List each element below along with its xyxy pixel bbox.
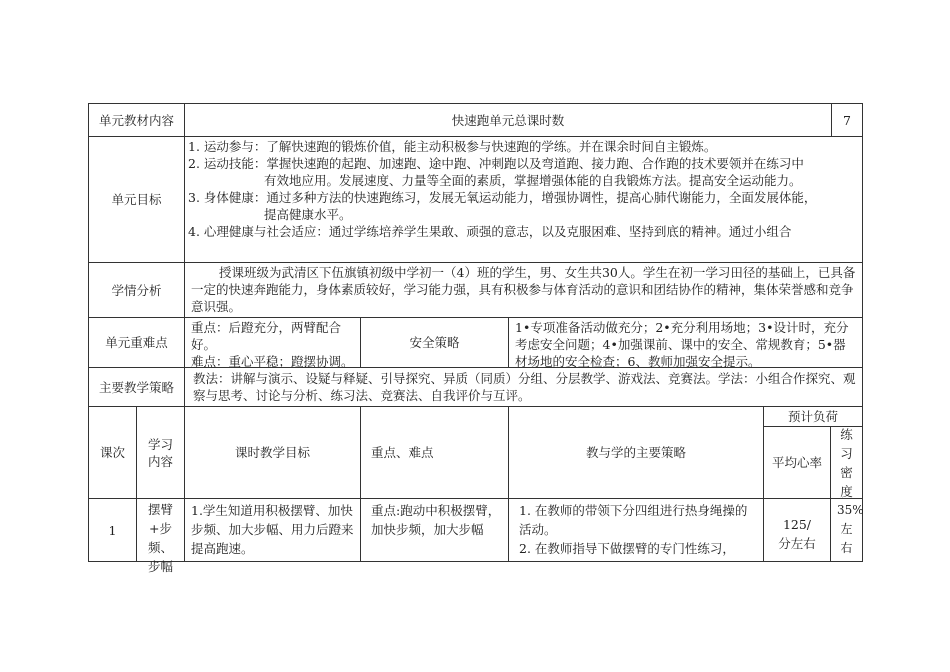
goal-line-3: 有效地应用。发展速度、力量等全面的素质，掌握增强体能的自我锻炼方法。提高安全运动能力。	[264, 173, 802, 188]
header-keypoints: 重点、难点	[360, 406, 509, 499]
difficult-point: 难点：重心平稳；蹬摆协调。	[191, 354, 354, 369]
unit-title: 快速跑单元总课时数	[184, 103, 832, 137]
key-difficulty-text	[184, 317, 361, 368]
teaching-strategy-label: 主要教学策略	[88, 367, 185, 407]
lesson-keypoints	[360, 498, 509, 562]
header-density: 练习密度	[830, 426, 863, 499]
header-heart-rate: 平均心率	[763, 426, 831, 499]
goal-line-2: 2. 运动技能：掌握快速跑的起跑、加速跑、途中跑、冲刺跑以及弯道跑、接力跑、合作跑的技术要领并在练习中	[188, 156, 804, 171]
safety-label: 安全策略	[360, 317, 509, 368]
header-load: 预计负荷	[763, 406, 863, 427]
goal-line-6: 4. 心理健康与社会适应：通过学练培养学生果敢、顽强的意志，以及克服困难、坚持到底的精神。通过小组合	[188, 224, 792, 239]
student-analysis-label: 学情分析	[88, 262, 185, 318]
lesson-heart-rate: 125/分左右	[763, 498, 831, 562]
lesson-keypoint-line1: 重点:跑动中积极摆臂，	[371, 503, 501, 518]
header-strategy: 教与学的主要策略	[508, 406, 764, 499]
lesson-strategy-step2: 2. 在教师指导下做摆臂的专门性练习，	[519, 541, 735, 556]
unit-goal-text	[184, 136, 863, 263]
safety-text: 1•专项准备活动做充分；2•充分利用场地；3•设计时，充分考虑安全问题；4•加强课前、课中的安全、常规教育；5•器材场地的安全检查；6、教师加强安全提示。	[508, 317, 863, 368]
lesson-content: 摆臂+步频、步幅	[136, 498, 185, 562]
lesson-goal: 1.学生知道用积极摆臂、加快步频、加大步幅、用力后蹬来提高跑速。	[184, 498, 361, 562]
unit-goal-label: 单元目标	[88, 136, 185, 263]
goal-line-1: 1. 运动参与：了解快速跑的锻炼价值，能主动积极参与快速跑的学练。并在课余时间自主锻炼。	[188, 139, 717, 154]
lesson-strategy-step1: 1. 在教师的带领下分四组进行热身绳操的活动。	[519, 503, 748, 537]
goal-line-4: 3. 身体健康：通过多种方法的快速跑练习，发展无氧运动能力，增强协调性，提高心肺代谢能力，全面发展体能，	[188, 190, 817, 205]
header-goal: 课时教学目标	[184, 406, 361, 499]
unit-lesson-count: 7	[831, 103, 863, 137]
lesson-keypoint-line2: 加快步频，加大步幅	[371, 522, 484, 537]
teaching-strategy-text: 教法：讲解与演示、设疑与释疑、引导探究、异质（同质）分组、分层教学、游戏法、竞赛法。学法：小组合作探究、观察与思考、讨论与分析、练习法、竞赛法、自我评价与互评。	[184, 367, 863, 407]
header-content: 学习内容	[136, 406, 185, 499]
key-difficulty-label: 单元重难点	[88, 317, 185, 368]
lesson-density: 35%左右	[830, 498, 863, 562]
header-lesson: 课次	[88, 406, 137, 499]
lesson-strategy	[508, 498, 764, 562]
student-analysis-text: 授课班级为武清区下伍旗镇初级中学初一（4）班的学生，男、女生共30人。学生在初一学习田径的基础上，已具备一定的快速奔跑能力，身体素质较好，学习能力强，具有积极参与体育活动的意识和团结协作的精神，集体荣誉感和竞争意识强。	[184, 262, 863, 318]
unit-content-label: 单元教材内容	[88, 103, 185, 137]
key-point: 重点：后蹬充分，两臂配合好。	[191, 320, 342, 352]
goal-line-5: 提高健康水平。	[264, 207, 352, 222]
lesson-number: 1	[88, 498, 137, 562]
